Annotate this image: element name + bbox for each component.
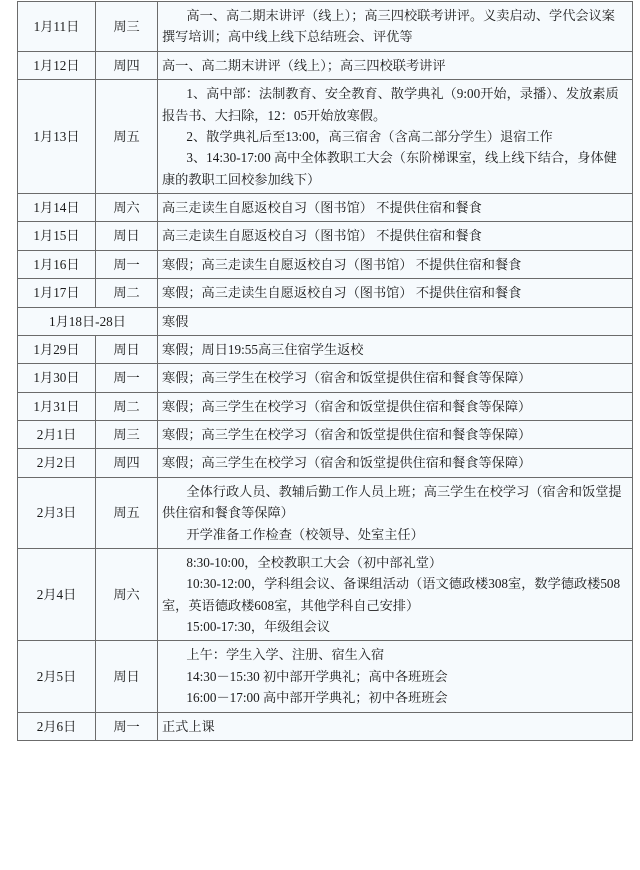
cell-weekday: 周一 bbox=[96, 364, 158, 392]
content-line: 寒假；高三学生在校学习（宿舍和饭堂提供住宿和餐食等保障） bbox=[162, 455, 532, 471]
table-row bbox=[18, 449, 633, 477]
content-line: 14:30－15:30 初中部开学典礼；高中各班班会 bbox=[186, 668, 448, 684]
content-line: 3、14:30-17:00 高中全体教职工大会（东阶梯课室，线上线下结合，身体健康的教职工回校参加线下） bbox=[162, 150, 617, 187]
cell-weekday: 周日 bbox=[96, 641, 158, 712]
cell-date: 2月4日 bbox=[18, 548, 96, 641]
table-row bbox=[18, 250, 633, 278]
content-line: 寒假；周日19:55高三住宿学生返校 bbox=[162, 341, 364, 357]
content-line: 8:30-10:00，全校教职工大会（初中部礼堂） bbox=[186, 554, 443, 570]
table-row bbox=[18, 392, 633, 420]
content-line: 寒假 bbox=[162, 313, 189, 329]
cell-content bbox=[158, 421, 633, 449]
cell-date: 1月30日 bbox=[18, 364, 96, 392]
cell-content bbox=[158, 80, 633, 194]
cell-date: 2月1日 bbox=[18, 421, 96, 449]
table-row bbox=[18, 641, 633, 712]
cell-date: 2月6日 bbox=[18, 712, 96, 740]
content-line: 16:00－17:00 高中部开学典礼；初中各班班会 bbox=[186, 690, 448, 706]
calendar-table-body bbox=[18, 2, 633, 741]
cell-date: 1月15日 bbox=[18, 222, 96, 250]
cell-content bbox=[158, 250, 633, 278]
cell-content bbox=[158, 307, 633, 335]
cell-weekday: 周六 bbox=[96, 548, 158, 641]
cell-date: 1月31日 bbox=[18, 392, 96, 420]
content-line: 开学准备工作检查（校领导、处室主任） bbox=[186, 526, 424, 542]
cell-date: 2月2日 bbox=[18, 449, 96, 477]
cell-weekday: 周三 bbox=[96, 2, 158, 52]
cell-weekday: 周四 bbox=[96, 51, 158, 79]
table-row bbox=[18, 335, 633, 363]
cell-content bbox=[158, 364, 633, 392]
content-line: 寒假；高三学生在校学习（宿舍和饭堂提供住宿和餐食等保障） bbox=[162, 398, 532, 414]
content-line: 高三走读生自愿返校自习（图书馆） 不提供住宿和餐食 bbox=[162, 200, 482, 215]
cell-weekday: 周四 bbox=[96, 449, 158, 477]
content-line: 寒假；高三学生在校学习（宿舍和饭堂提供住宿和餐食等保障） bbox=[162, 427, 532, 442]
cell-weekday: 周一 bbox=[96, 250, 158, 278]
table-row bbox=[18, 2, 633, 52]
cell-weekday: 周五 bbox=[96, 80, 158, 194]
cell-weekday: 周日 bbox=[96, 222, 158, 250]
cell-weekday: 周六 bbox=[96, 194, 158, 222]
cell-content bbox=[158, 335, 633, 363]
table-row bbox=[18, 421, 633, 449]
cell-content bbox=[158, 2, 633, 52]
cell-date: 1月14日 bbox=[18, 194, 96, 222]
content-line: 15:00-17:30，年级组会议 bbox=[186, 619, 331, 634]
table-row bbox=[18, 51, 633, 79]
content-line: 上午：学生入学、注册、宿生入宿 bbox=[186, 647, 385, 663]
cell-weekday: 周二 bbox=[96, 279, 158, 307]
cell-content bbox=[158, 392, 633, 420]
table-row bbox=[18, 279, 633, 307]
content-line: 1、高中部：法制教育、安全教育、散学典礼（9:00开始，录播）、发放素质报告书、大扫除，12：05开始放寒假。 bbox=[162, 86, 619, 123]
school-calendar-table bbox=[17, 1, 633, 741]
table-row bbox=[18, 712, 633, 740]
cell-content bbox=[158, 548, 633, 641]
cell-date: 2月3日 bbox=[18, 477, 96, 548]
cell-date-range: 1月18日-28日 bbox=[18, 307, 158, 335]
table-row bbox=[18, 364, 633, 392]
content-line: 2、散学典礼后至13:00，高三宿舍（含高二部分学生）退宿工作 bbox=[186, 128, 553, 144]
table-row bbox=[18, 307, 633, 335]
cell-content bbox=[158, 641, 633, 712]
content-line: 寒假；高三学生在校学习（宿舍和饭堂提供住宿和餐食等保障） bbox=[162, 370, 532, 386]
cell-date: 1月13日 bbox=[18, 80, 96, 194]
cell-content bbox=[158, 279, 633, 307]
table-row bbox=[18, 80, 633, 194]
cell-date: 2月5日 bbox=[18, 641, 96, 712]
cell-weekday: 周一 bbox=[96, 712, 158, 740]
table-row bbox=[18, 222, 633, 250]
content-line: 寒假；高三走读生自愿返校自习（图书馆） 不提供住宿和餐食 bbox=[162, 256, 522, 272]
cell-date: 1月17日 bbox=[18, 279, 96, 307]
cell-weekday: 周日 bbox=[96, 335, 158, 363]
content-line: 寒假；高三走读生自愿返校自习（图书馆） 不提供住宿和餐食 bbox=[162, 285, 522, 301]
content-line: 10:30-12:00，学科组会议、备课组活动（语文德政楼308室，数学德政楼508室，英语德政楼608室，其他学科自己安排） bbox=[162, 576, 621, 613]
cell-content bbox=[158, 194, 633, 222]
cell-weekday: 周二 bbox=[96, 392, 158, 420]
table-row bbox=[18, 548, 633, 641]
table-row bbox=[18, 477, 633, 548]
cell-weekday: 周三 bbox=[96, 421, 158, 449]
cell-date: 1月29日 bbox=[18, 335, 96, 363]
cell-content bbox=[158, 222, 633, 250]
content-line: 高一、高二期末讲评（线上）；高三四校联考讲评。义卖启动、学代会议案撰写培训；高中线上线下总结班会、评优等 bbox=[162, 8, 615, 45]
cell-content bbox=[158, 449, 633, 477]
cell-content bbox=[158, 51, 633, 79]
cell-date: 1月16日 bbox=[18, 250, 96, 278]
content-line: 高一、高二期末讲评（线上）；高三四校联考讲评 bbox=[162, 57, 446, 73]
content-line: 高三走读生自愿返校自习（图书馆） 不提供住宿和餐食 bbox=[162, 228, 482, 244]
cell-date: 1月11日 bbox=[18, 2, 96, 52]
cell-content bbox=[158, 477, 633, 548]
table-row bbox=[18, 194, 633, 222]
content-line: 正式上课 bbox=[162, 718, 215, 734]
cell-date: 1月12日 bbox=[18, 51, 96, 79]
content-line: 全体行政人员、教辅后勤工作人员上班；高三学生在校学习（宿舍和饭堂提供住宿和餐食等保障） bbox=[162, 483, 622, 521]
cell-weekday: 周五 bbox=[96, 477, 158, 548]
cell-content bbox=[158, 712, 633, 740]
